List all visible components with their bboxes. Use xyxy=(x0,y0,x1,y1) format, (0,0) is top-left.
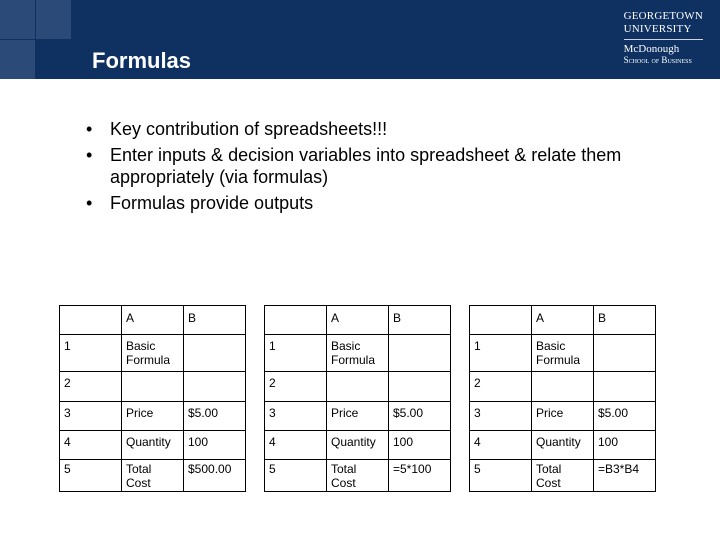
sheet-row xyxy=(60,431,246,460)
sheet-row xyxy=(60,335,246,372)
row-number: 2 xyxy=(265,372,327,402)
row-number: 3 xyxy=(265,402,327,431)
cell-a xyxy=(122,372,184,402)
cell-b: $5.00 xyxy=(594,402,656,431)
bullet-text: Enter inputs & decision variables into spreadsheet & relate them appropriately (via formulas) xyxy=(110,145,622,187)
row-number: 3 xyxy=(60,402,122,431)
bullet-item xyxy=(86,192,696,214)
sheet-row xyxy=(265,460,451,492)
cell-a: Basic Formula xyxy=(532,335,594,372)
bullet-dot: • xyxy=(86,119,93,139)
sheet-header-row xyxy=(60,306,246,335)
bullet-list xyxy=(86,118,696,218)
corner-cell xyxy=(265,306,327,335)
logo-line-1: GEORGETOWN xyxy=(623,10,703,22)
cell-a: Basic Formula xyxy=(122,335,184,372)
sheet-row xyxy=(470,335,656,372)
sheet-row xyxy=(470,460,656,492)
slide-header xyxy=(0,0,720,79)
cell-b: $500.00 xyxy=(184,460,246,492)
decor-square xyxy=(0,0,35,39)
cell-a: Total Cost xyxy=(327,460,389,492)
column-header-b: B xyxy=(184,306,246,335)
row-number: 5 xyxy=(470,460,532,492)
bullet-text: Formulas provide outputs xyxy=(110,193,314,213)
sheet-header-row xyxy=(470,306,656,335)
sheet-row xyxy=(470,402,656,431)
sheet-row xyxy=(60,460,246,492)
logo-line-2: UNIVERSITY xyxy=(623,23,692,35)
sheet-row xyxy=(470,372,656,402)
spreadsheet-values xyxy=(59,305,246,492)
cell-b xyxy=(184,372,246,402)
decor-square xyxy=(0,40,35,79)
decor-square xyxy=(36,0,71,39)
cell-b xyxy=(389,335,451,372)
cell-b: $5.00 xyxy=(389,402,451,431)
cell-b xyxy=(594,335,656,372)
row-number: 4 xyxy=(60,431,122,460)
university-logo xyxy=(624,10,703,66)
column-header-a: A xyxy=(532,306,594,335)
row-number: 4 xyxy=(265,431,327,460)
cell-a: Basic Formula xyxy=(327,335,389,372)
row-number: 4 xyxy=(470,431,532,460)
sheet-row xyxy=(60,372,246,402)
sheet-row xyxy=(265,372,451,402)
bullet-text: Key contribution of spreadsheets!!! xyxy=(110,119,388,139)
spreadsheet-cell-formula xyxy=(469,305,656,492)
cell-b xyxy=(594,372,656,402)
cell-b: 100 xyxy=(594,431,656,460)
sheet-row xyxy=(265,402,451,431)
row-number: 5 xyxy=(60,460,122,492)
slide-title: Formulas xyxy=(92,48,192,73)
spreadsheet-numeric-formula xyxy=(264,305,451,492)
cell-a xyxy=(327,372,389,402)
cell-a: Price xyxy=(122,402,184,431)
bullet-dot: • xyxy=(86,145,93,165)
row-number: 2 xyxy=(470,372,532,402)
sheet-row xyxy=(470,431,656,460)
cell-a xyxy=(532,372,594,402)
row-number: 5 xyxy=(265,460,327,492)
cell-b: 100 xyxy=(389,431,451,460)
column-header-a: A xyxy=(122,306,184,335)
row-number: 1 xyxy=(60,335,122,372)
bullet-item xyxy=(86,144,696,188)
column-header-a: A xyxy=(327,306,389,335)
bullet-dot: • xyxy=(86,193,93,213)
cell-a: Quantity xyxy=(122,431,184,460)
logo-divider xyxy=(624,39,703,40)
cell-a: Quantity xyxy=(327,431,389,460)
logo-line-4: School of Business xyxy=(623,55,692,65)
cell-a: Total Cost xyxy=(532,460,594,492)
column-header-b: B xyxy=(389,306,451,335)
cell-b xyxy=(389,372,451,402)
row-number: 2 xyxy=(60,372,122,402)
cell-b: $5.00 xyxy=(184,402,246,431)
cell-a: Price xyxy=(532,402,594,431)
bullet-item xyxy=(86,118,696,140)
sheet-row xyxy=(60,402,246,431)
cell-b: =B3*B4 xyxy=(594,460,656,492)
cell-b: 100 xyxy=(184,431,246,460)
corner-cell xyxy=(470,306,532,335)
cell-a: Price xyxy=(327,402,389,431)
cell-a: Total Cost xyxy=(122,460,184,492)
column-header-b: B xyxy=(594,306,656,335)
logo-line-3: McDonough xyxy=(623,43,680,55)
cell-b xyxy=(184,335,246,372)
row-number: 1 xyxy=(265,335,327,372)
row-number: 1 xyxy=(470,335,532,372)
corner-cell xyxy=(60,306,122,335)
sheet-row xyxy=(265,431,451,460)
cell-a: Quantity xyxy=(532,431,594,460)
cell-b: =5*100 xyxy=(389,460,451,492)
row-number: 3 xyxy=(470,402,532,431)
sheet-row xyxy=(265,335,451,372)
sheet-header-row xyxy=(265,306,451,335)
